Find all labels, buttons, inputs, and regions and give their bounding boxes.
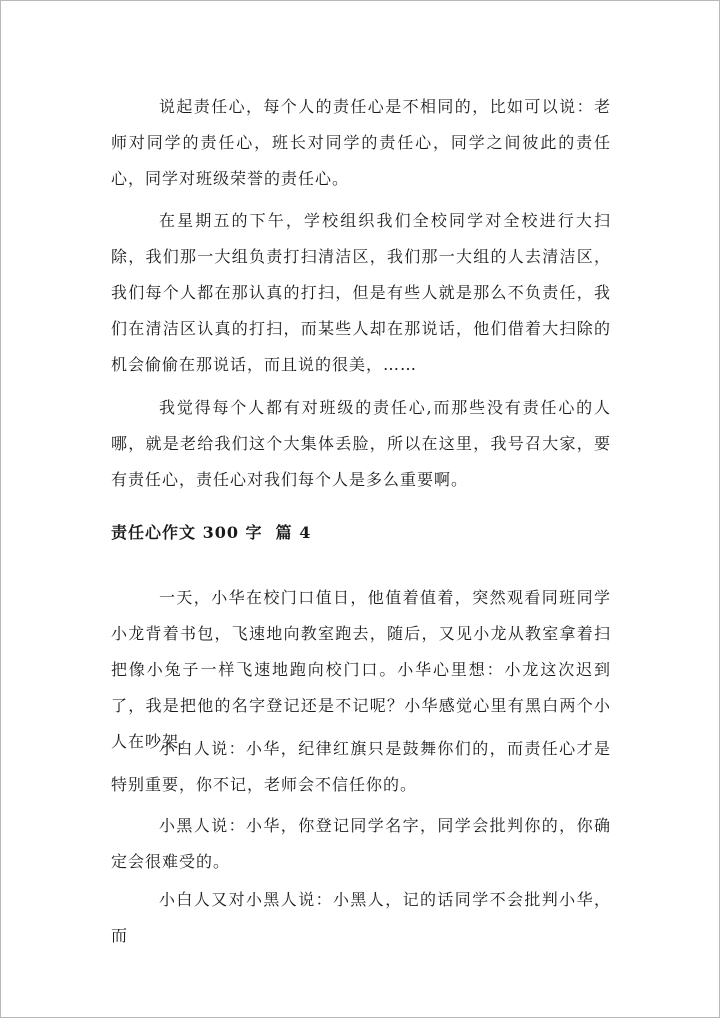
paragraph-responsibility-intro: 说起责任心，每个人的责任心是不相同的，比如可以说：老师对同学的责任心，班长对同学的责任心，同学之间彼此的责任心，同学对班级荣誉的责任心。 [111,97,611,188]
paragraph-cleaning-day: 在星期五的下午，学校组织我们全校同学对全校进行大扫除，我们那一大组负责打扫清洁区，我们那一大组的人去清洁区，我们每个人都在那认真的打扫，但是有些人就是那么不负责任，我们在清洁区认真的打扫，而某些人却在那说话，他们借着大扫除的机会偷偷在那说话，而且说的很美，…… [111,211,611,374]
paragraph-white-figure: 小白人说：小华，纪律红旗只是鼓舞你们的，而责任心才是特别重要，你不记，老师会不信任你的。 [111,739,611,794]
paragraph-xiaohua-duty: 一天，小华在校门口值日，他值着值着，突然观看同班同学小龙背着书包，飞速地向教室跑去，随后，又见小龙从教室拿着扫把像小兔子一样飞速地跑向校门口。小华心里想：小龙这次迟到了，我是把他的名字登记还是不记呢？小华感觉心里有黑白两个小人在吵架。 [111,588,611,751]
paragraph-conclusion: 我觉得每个人都有对班级的责任心,而那些没有责任心的人哪，就是老给我们这个大集体丢脸，所以在这里，我号召大家，要有责任心，责任心对我们每个人是多么重要啊。 [111,398,611,489]
paragraph-black-figure: 小黑人说：小华，你登记同学名字，同学会批判你的，你确定会很难受的。 [111,816,611,871]
section-title: 责任心作文 300 字 篇 4 [111,523,312,542]
paragraph-white-to-black: 小白人又对小黑人说：小黑人，记的话同学不会批判小华，而 [111,890,611,945]
